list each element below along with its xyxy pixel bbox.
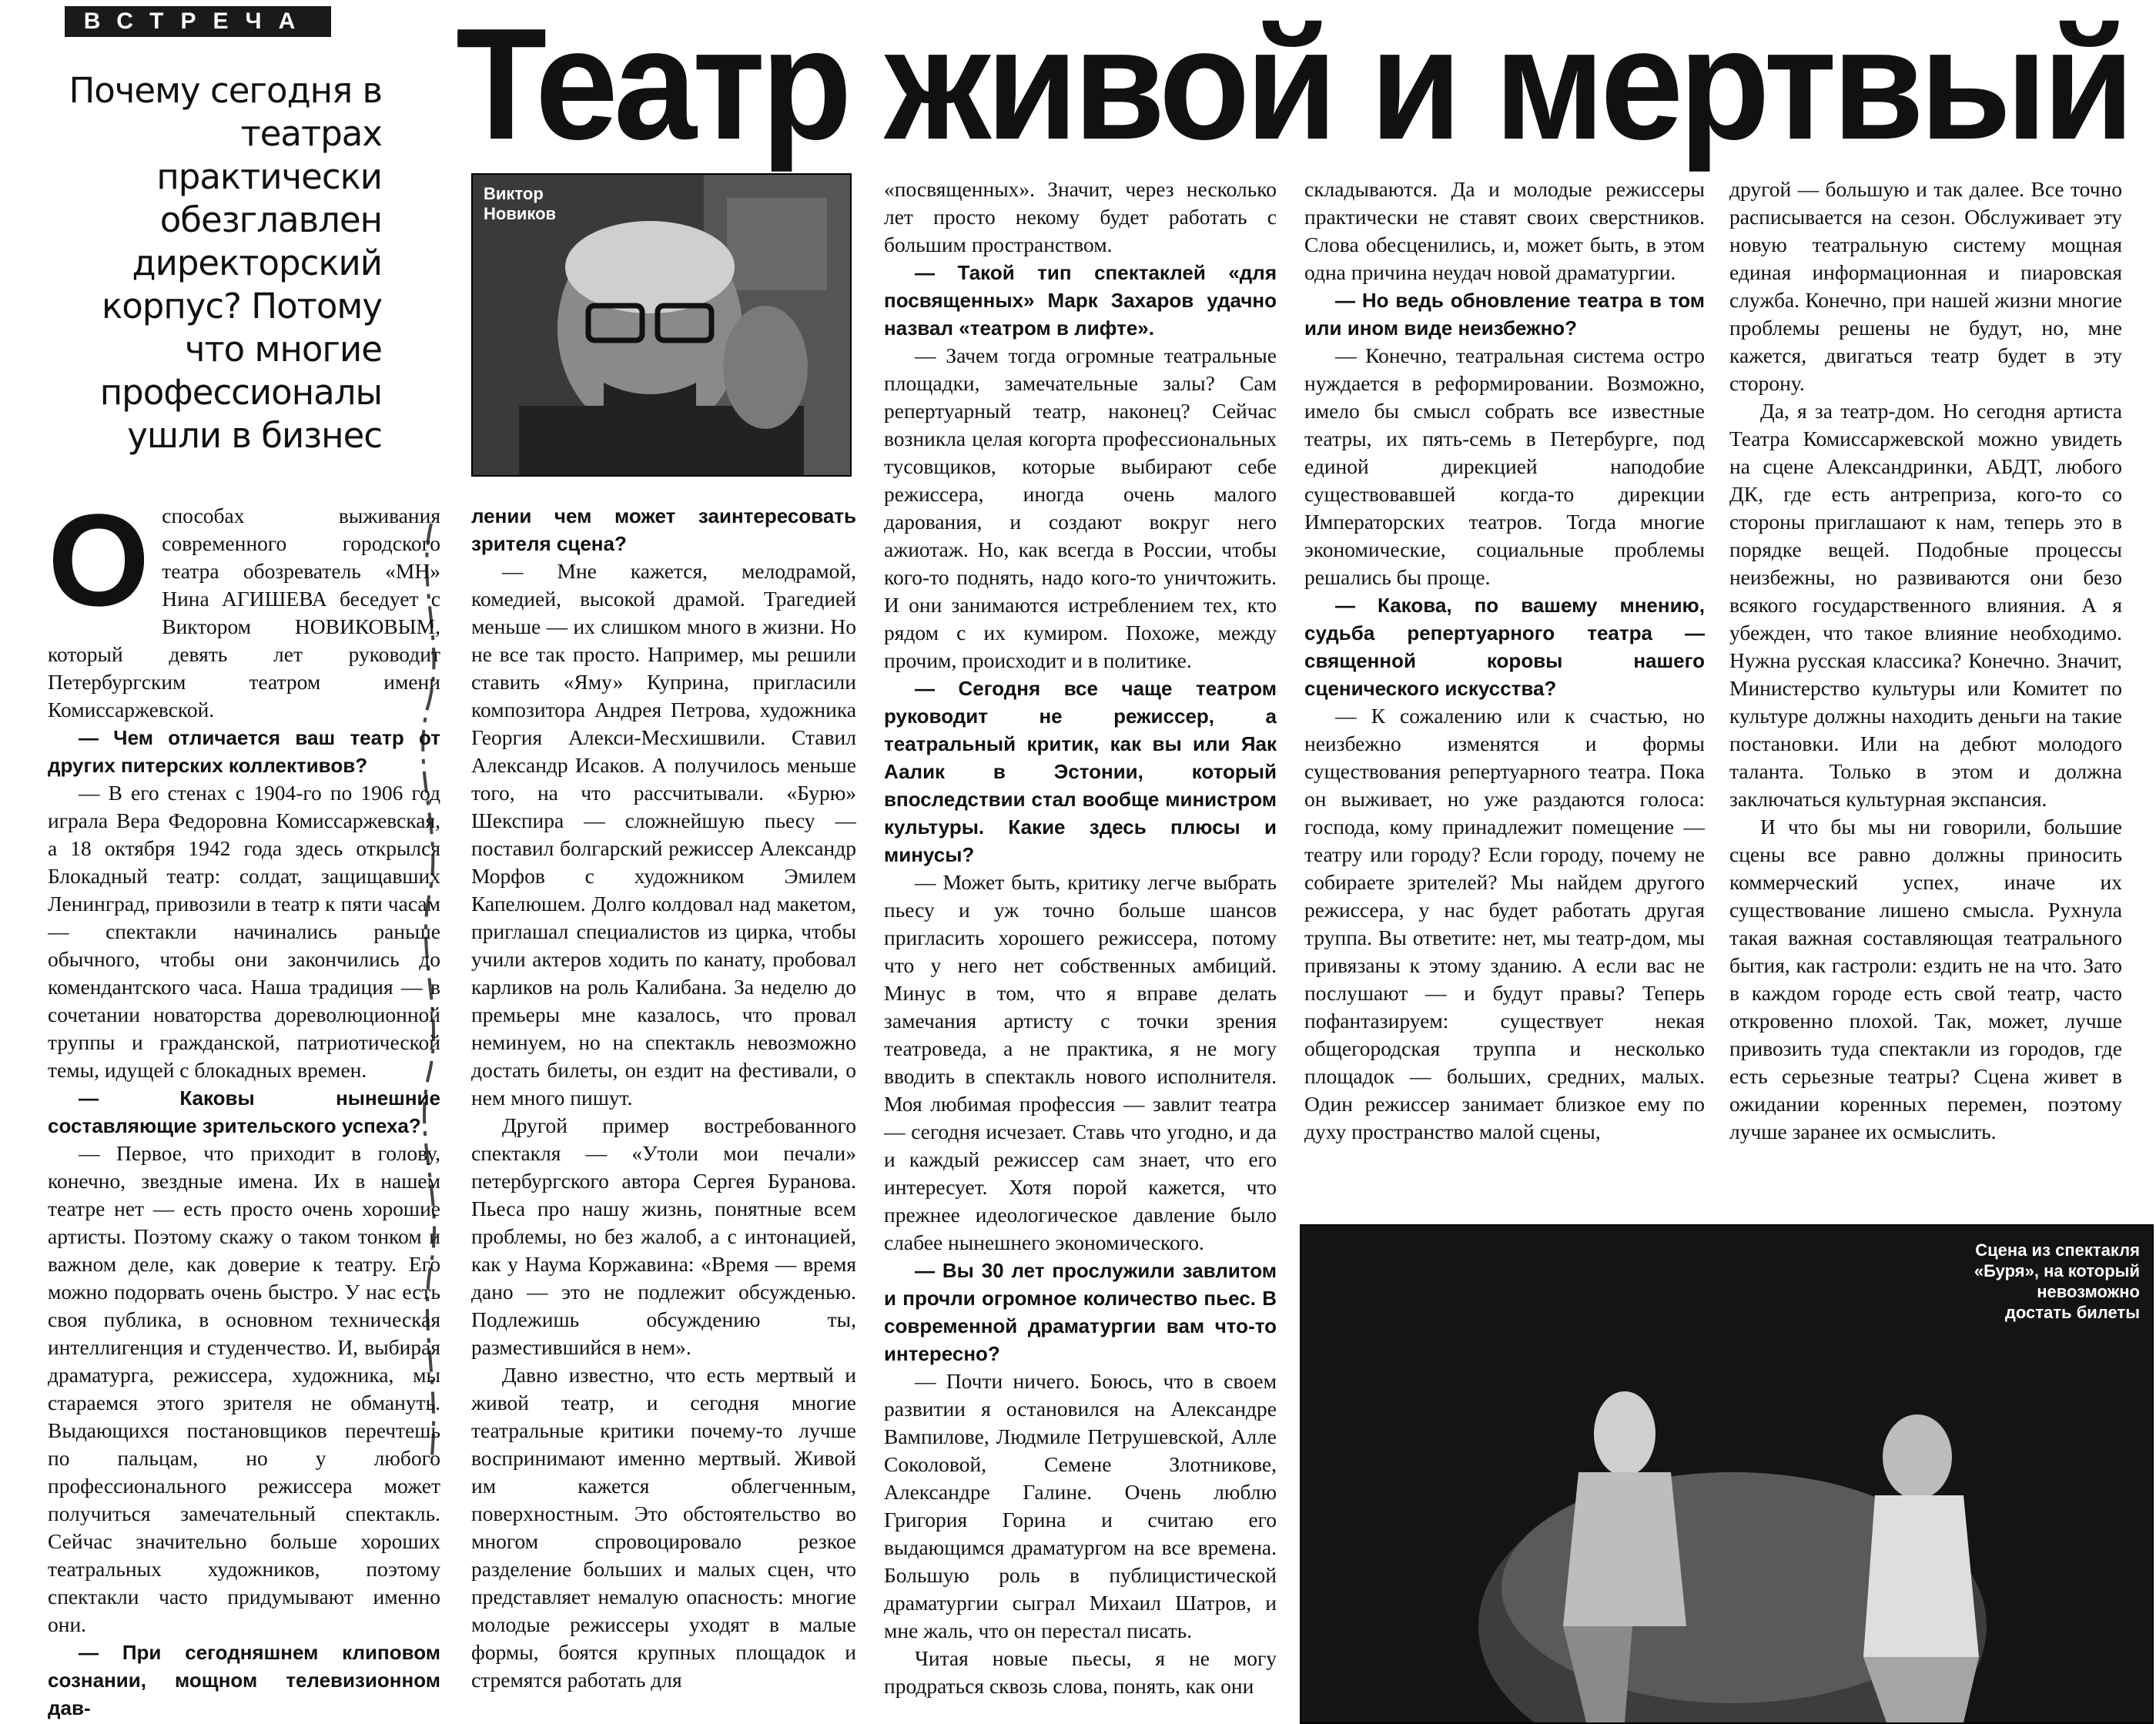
answer: — Зачем тогда огромные театральные площадки, замечательные залы? Сам репертуарный театр, наконец? Сейчас возникла целая когорта профессиональных тусовщиков, которые выбирают себе режиссера, иногда очень малого дарования, и создают вокруг него ажиотаж. Но, как всегда в России, чтобы кого-то поднять, надо кого-то уничтожить. И они занимаются истреблением тех, кто рядом с их кумиром. Похоже, между прочим, происходит и в политике. <box>884 343 1277 672</box>
answer: складываются. Да и молодые режиссеры практически не ставят своих сверстников. Слова обесценились, и, может быть, в этом одна причина неудач новой драматургии. <box>1304 177 1705 284</box>
answer: — Почти ничего. Боюсь, что в своем развитии я остановился на Александре Вампилове, Людмиле Петрушевской, Алле Соколовой, Семене Злотникове, Александре Галине. Очень люблю Григория Горина и считаю его выдающимся драматургом на все времена. Большую роль в публицистической драматургии сыграл Михаил Шатров, и мне жаль, что он перестал писать. <box>884 1369 1277 1642</box>
drop-cap: О <box>48 502 150 634</box>
question: — Вы 30 лет прослужили завлитом и прочли огромное количество пьес. В современной драматургии вам что-то интересно? <box>884 1259 1277 1365</box>
portrait-photo <box>471 173 852 477</box>
question: — Такой тип спектаклей «для посвященных» Марк Захаров удачно назвал «театром в лифте». <box>884 261 1277 340</box>
lead-text: Почему сегодня в театрах практически обезглавлен директорский корпус? Потому что многие профессионалы ушли в бизнес <box>69 70 382 456</box>
question: лении чем может заинтересовать зрителя сцена? <box>471 504 856 555</box>
question: — Сегодня все чаще театром руководит не режиссер, а театральный критик, как вы или Яак Аалик в Эстонии, который впоследствии стал вообще министром культуры. Какие здесь плюсы и минусы? <box>884 677 1277 866</box>
answer: другой — большую и так далее. Все точно расписывается на сезон. Обслуживает эту новую театральную систему мощная единая информационная и пиаровская служба. Конечно, при нашей жизни многие проблемы решены не будут, но, мне кажется, двигаться театр будет в эту сторону. <box>1729 177 2122 395</box>
rubric-label: ВСТРЕЧА <box>65 6 331 37</box>
article-column-1 <box>48 502 440 1723</box>
question: — Каковы нынешние составляющие зрительского успеха? <box>48 1086 440 1137</box>
answer: Да, я за театр-дом. Но сегодня артиста Театра Комиссаржевской можно увидеть на сцене Александринки, АБДТ, любого ДК, где есть антреприза, кого-то со стороны приглашают к нам, теперь это в порядке вещей. Подобные процессы неизбежны, но развиваются они безо всякого государственного влияния. А я убежден, что такое влияние необходимо. Нужна русская классика? Конечно. Значит, Министерство культуры или Комитет по культуре должны находить деньги на такие постановки. Или на дебют молодого таланта. Только в этом и должна заключаться культурная экспансия. <box>1729 399 2122 811</box>
portrait-caption: Виктор Новиков <box>484 184 557 223</box>
answer: Давно известно, что есть мертвый и живой театр, и сегодня многие театральные критики почему-то лучше воспринимают именно мертвый. Живой им кажется облегченным, поверхностным. Это обстоятельство во многом спровоцировало резкое разделение больших и малых сцен, что представляет немалую опасность: многие молодые режиссеры уходят в малые формы, боятся крупных площадок и стремятся работать для <box>471 1363 856 1692</box>
stage-photo <box>1300 1224 2154 1724</box>
article-column-5 <box>1729 176 2122 1219</box>
answer: Читая новые пьесы, я не могу продраться сквозь слова, понять, как они <box>884 1646 1277 1698</box>
question: — Какова, по вашему мнению, судьба репертуарного театра — священной коровы нашего сценического искусства? <box>1304 594 1705 700</box>
question: — Чем отличается ваш театр от других питерских коллективов? <box>48 726 440 777</box>
article-column-3 <box>884 176 1277 1723</box>
answer: — Может быть, критику легче выбрать пьесу и уж точно больше шансов пригласить хорошего режиссера, потому что у него нет собственных амбиций. Минус в том, что я вправе делать замечания артисту с точки зрения театроведа, а не практика, я не могу вводить в спектакль нового исполнителя. Моя любимая профессия — завлит театра — сегодня исчезает. Ставь что угодно, и да и каждый режиссер сам знает, что его интересует. Хотя порой кажется, что прежнее идеологическое давление было слабее нынешнего экономического. <box>884 870 1277 1254</box>
answer: — Мне кажется, мелодрамой, комедией, высокой драмой. Трагедией меньше — их слишком много в жизни. Но не все так просто. Например, мы решили ставить «Яму» Куприна, пригласили композитора Андрея Петрова, художника Георгия Алекси-Месхишвили. Ставил Александр Исаков. А получилось меньше того, на что рассчитывали. «Бурю» Шекспира — сложнейшую пьесу — поставил болгарский режиссер Александр Морфов с художником Эмилем Капелюшем. Долго колдовал над макетом, приглашал специалистов из цирка, чтобы учили актеров ходить по канату, пробовал карликов на роль Калибана. За неделю до премьеры мне казалось, что провал неминуем, но на спектакль невозможно достать билеты, он ездит на фестивали, о нем много пишут. <box>471 559 856 1110</box>
answer: — Конечно, театральная система остро нуждается в реформировании. Возможно, имело бы смысл собрать все известные театры, их пять-семь в Петербурге, под единой дирекцией наподобие существовавшей когда-то дирекции Императорских театров. Тогда многие экономические, социальные проблемы решались бы проще. <box>1304 343 1705 589</box>
headline: Театр живой и мертвый <box>456 0 2131 172</box>
question: — При сегодняшнем клиповом сознании, мощном телевизионном дав- <box>48 1641 440 1719</box>
intro-paragraph: способах выживания современного городского театра обозреватель «МН» Нина АГИШЕВА беседует с Виктором НОВИКОВЫМ, который девять лет руководит Петербургским театром имени Комиссаржевской. <box>48 504 440 721</box>
question: — Но ведь обновление театра в том или ином виде неизбежно? <box>1304 289 1705 340</box>
answer: — К сожалению или к счастью, но неизбежно изменятся и формы существования репертуарного театра. Пока он выживает, но уже раздаются голоса: господа, кому принадлежит помещение — театру или городу? Если городу, почему не собираете зрителей? Мы найдем другого режиссера, у нас будет работать другая труппа. Вы ответите: нет, мы театр-дом, мы привязаны к этому зданию. А если вас не послушают — и будут правы? Теперь пофантазируем: существует некая общегородская труппа и несколько площадок — больших, средних, малых. Один режиссер занимает близкое ему по духу пространство малой сцены, <box>1304 704 1705 1143</box>
answer: — Первое, что приходит в голову, конечно, звездные имена. Их в нашем театре нет — есть просто очень хорошие артисты. Поэтому скажу о таком тонком и важном деле, как доверие к театру. Его можно подорвать очень быстро. У нас есть своя публика, в основном техническая интеллигенция и студенчество. И, выбирая драматурга, режиссера, художника, мы стараемся этого зрителя не обмануть. Выдающихся постановщиков перечтешь по пальцам, но у любого профессионального режиссера может получиться замечательный спектакль. Сейчас значительно больше хороших театральных художников, поэтому спектакли часто придумывают именно они. <box>48 1141 440 1636</box>
answer: — В его стенах с 1904-го по 1906 год играла Вера Федоровна Комиссаржевская, а 18 октября 1942 года здесь открылся Блокадный театр: солдат, защищавших Ленинград, привозили в театр к пяти часам — спектакли начинались раньше обычного, чтобы они закончились до комендантского часа. Наша традиция — в сочетании новаторства дореволюционной труппы и гражданской, патриотической темы, идущей с блокадных времен. <box>48 781 440 1082</box>
answer: Другой пример востребованного спектакля — «Утоли мои печали» петербургского автора Сергея Буранова. Пьеса про нашу жизнь, понятные всем проблемы, но без жалоб, а с интонацией, как у Наума Коржавина: «Время — время дано — это не подлежит обсужденью. Подлежишь обсуждению ты, разместившийся в нем». <box>471 1113 856 1359</box>
answer: «посвященных». Значит, через несколько лет просто некому будет работать с большим пространством. <box>884 177 1277 256</box>
article-column-2 <box>471 502 856 1723</box>
stage-photo-caption: Сцена из спектакля «Буря», на который невозможно достать билеты <box>1974 1240 2140 1322</box>
answer: И что бы мы ни говорили, большие сцены все равно должны приносить коммерческий успех, иначе их существование лишено смысла. Рухнула такая важная составляющая театрального бытия, как гастроли: ездить не на что. Зато в каждом городе есть свой театр, часто откровенно плохой. Так, может, лучше привозить туда спектакли из городов, где есть серьезные театры? Сцена живет в ожидании коренных перемен, поэтому лучше заранее их осмыслить. <box>1729 815 2122 1143</box>
